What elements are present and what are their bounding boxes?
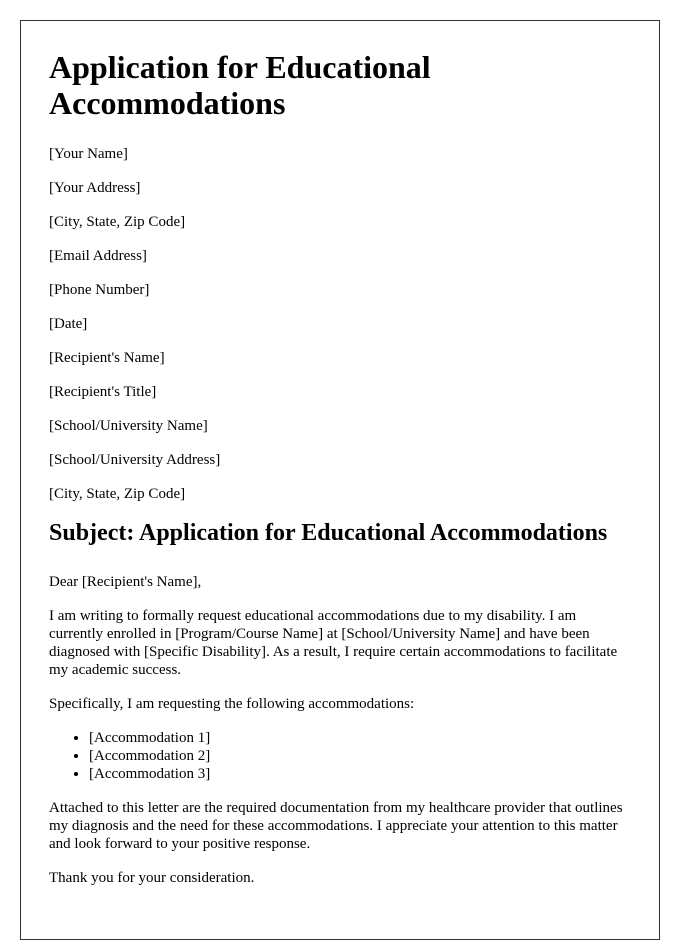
list-item: • [Accommodation 2] [89,747,631,765]
letter-body [49,573,631,887]
salutation: Dear [Recipient's Name], [49,574,202,590]
letter-date: [Date] [49,316,88,332]
address-block [49,145,631,503]
sender-phone: [Phone Number] [49,282,150,298]
sender-city-state-zip: [City, State, Zip Code] [49,214,186,230]
list-item: • [Accommodation 3] [89,765,631,783]
closing: Thank you for your consideration. [49,870,255,886]
accommodations-list [49,729,631,783]
sender-email: [Email Address] [49,248,147,264]
recipient-city-state-zip: [City, State, Zip Code] [49,486,186,502]
paragraph-request: Specifically, I am requesting the following accommodations: [49,696,415,712]
recipient-title: [Recipient's Title] [49,384,157,400]
sender-name: [Your Name] [49,146,128,162]
recipient-school-address: [School/University Address] [49,452,221,468]
paragraph-intro: I am writing to formally request educational accommodations due to my disability. I am currently enrolled in [Program/Course Name] at [School/University Name] and have been diagnosed with [Specific Disability]. As a result, I require certain accommodations to facilitate my academic success. [49,608,618,678]
recipient-name: [Recipient's Name] [49,350,165,366]
paragraph-documentation: Attached to this letter are the required documentation from my healthcare provider that outlines my diagnosis and the need for these accommodations. I appreciate your attention to this matter and look forward to your positive response. [49,800,623,852]
letter-subject: Subject: Application for Educational Accommodations [49,520,608,546]
recipient-school: [School/University Name] [49,418,208,434]
letter-page [20,20,660,940]
letter-title: Application for Educational Accommodations [49,49,431,121]
list-item: • [Accommodation 1] [89,729,631,747]
sender-address: [Your Address] [49,180,141,196]
